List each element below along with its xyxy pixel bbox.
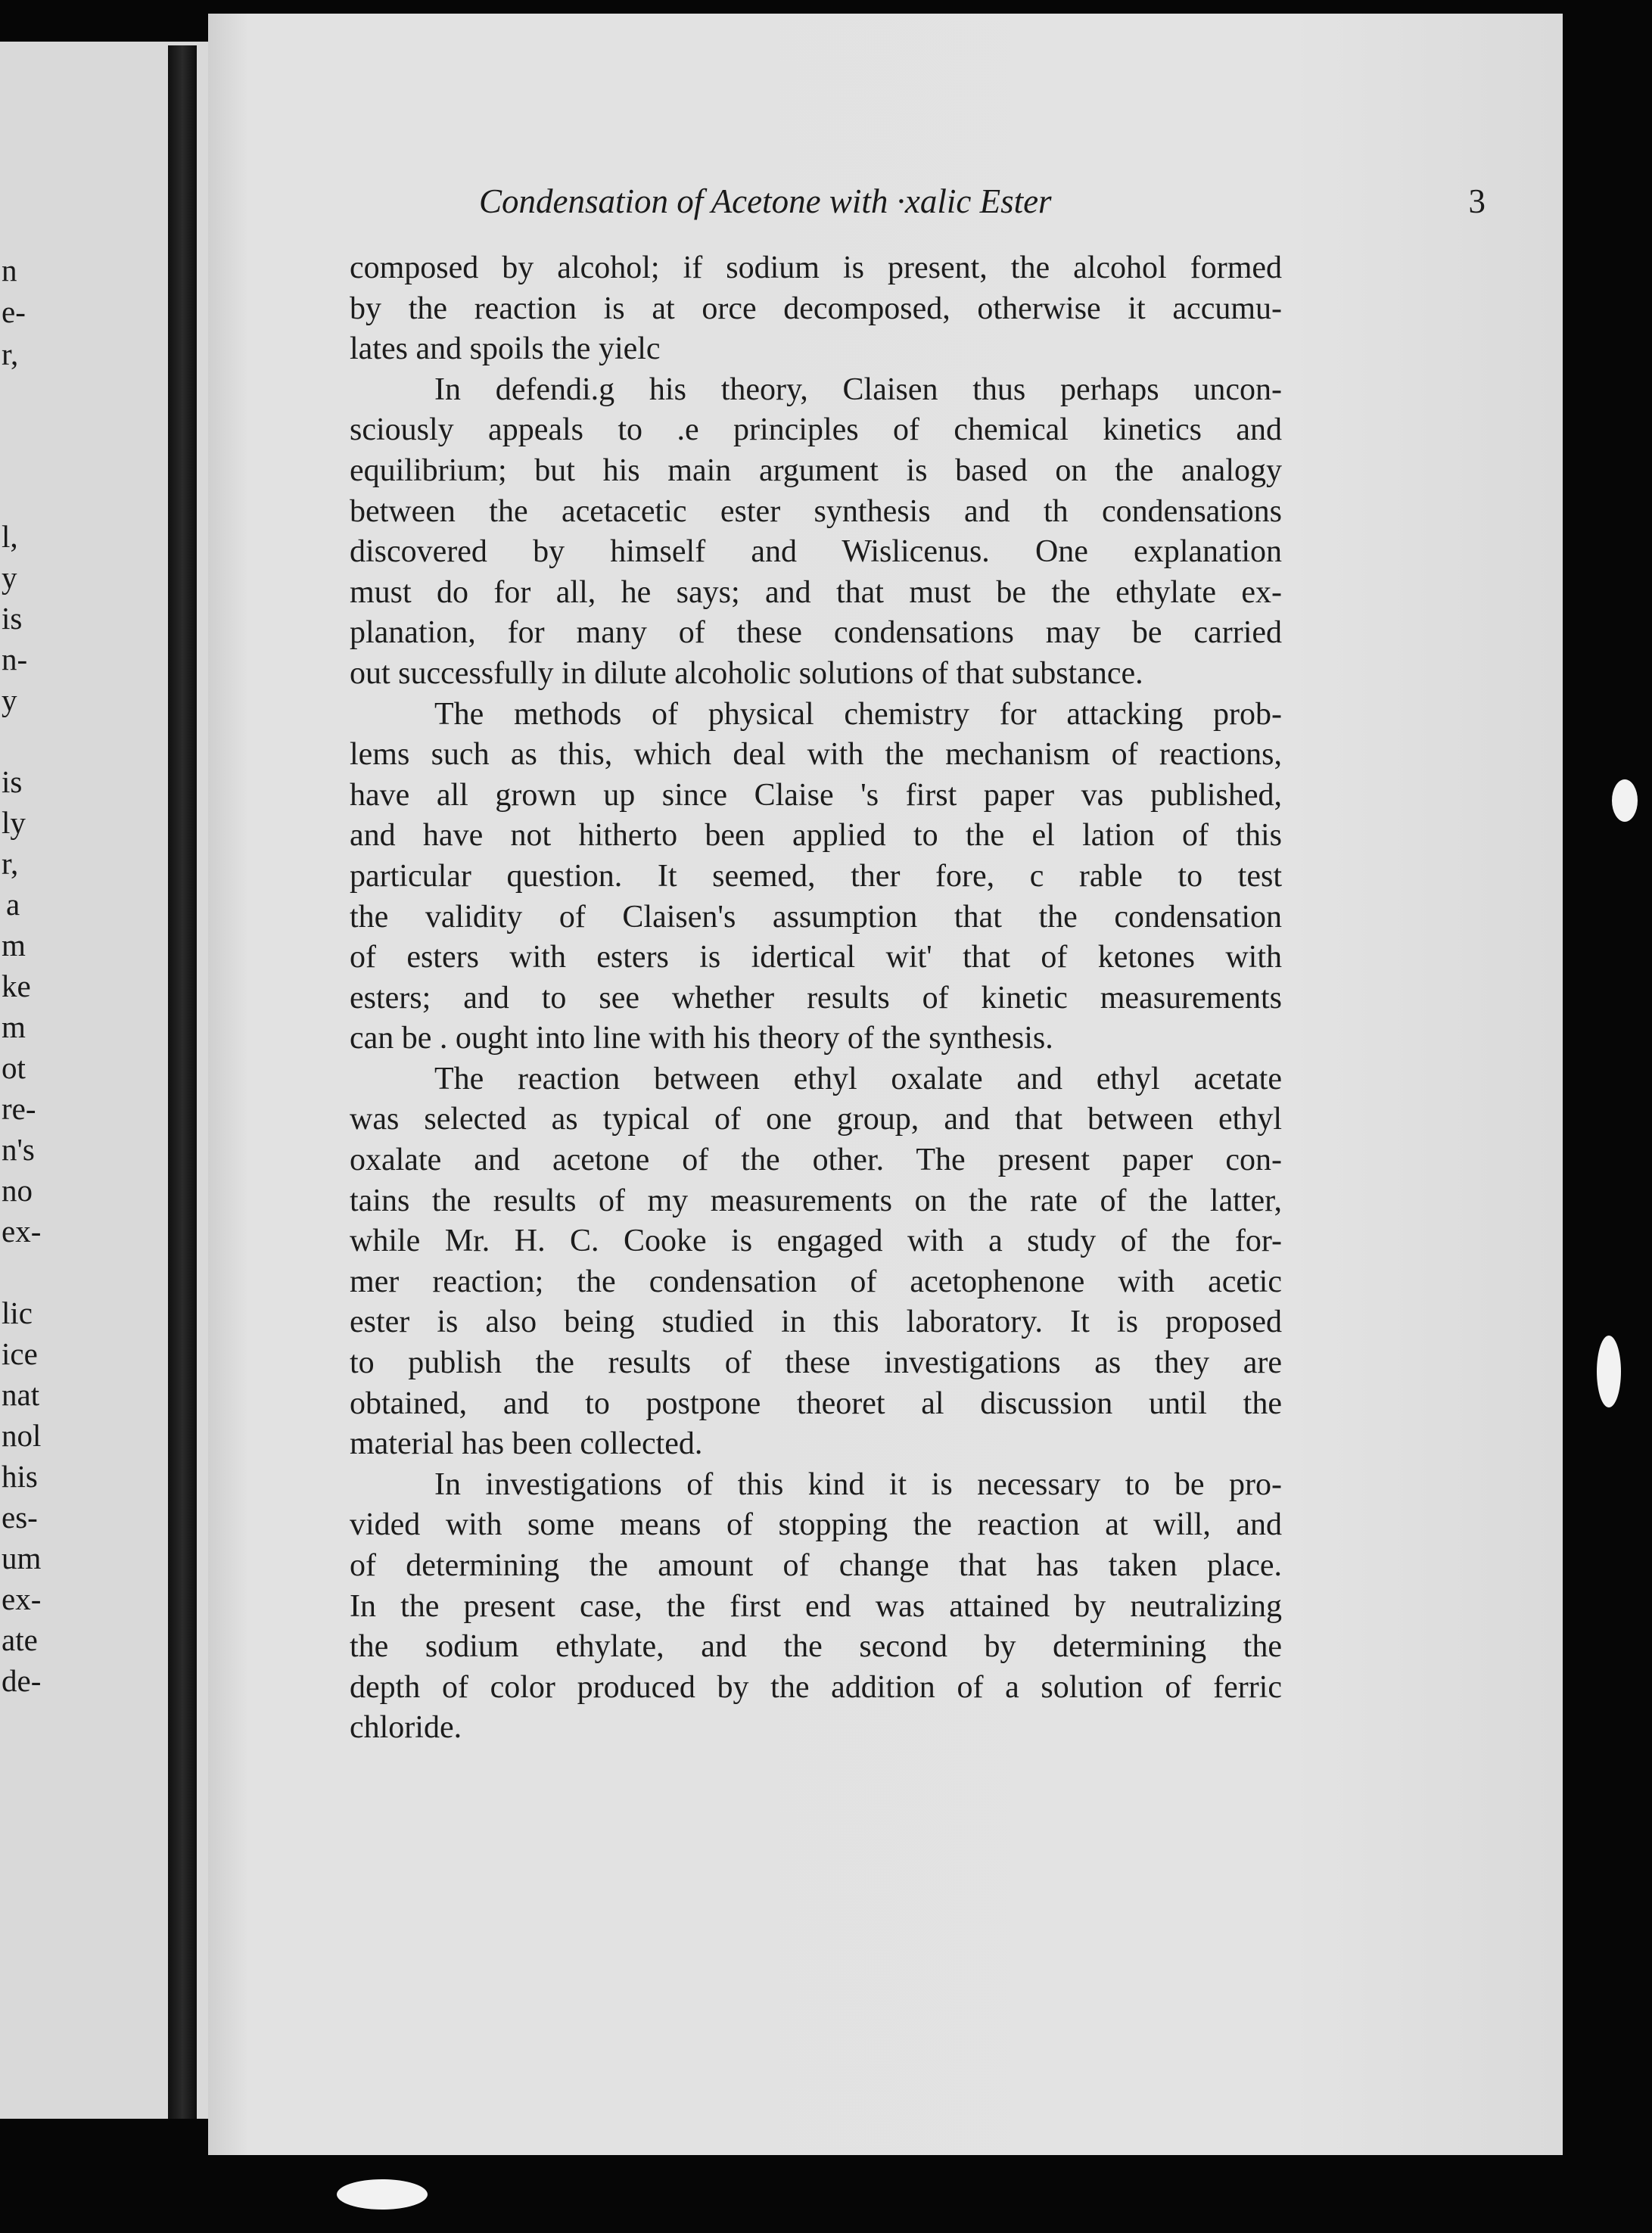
text-line: have all grown up since Claise 's first paper vas published,: [350, 777, 1282, 813]
paper-blemish: [1597, 1336, 1621, 1407]
text-line: composed by alcohol; if sodium is present, the alcohol formed: [350, 250, 1282, 285]
text-line: can be . ought into line with his theory of the synthesis.: [350, 1021, 1053, 1056]
running-head: [479, 182, 1486, 227]
text-line: depth of color produced by the addition of a solution of ferric: [350, 1669, 1282, 1705]
left-fragment: is: [2, 601, 23, 636]
text-line: particular question. It seemed, ther fore, c rable to test: [350, 858, 1282, 894]
text-line: The methods of physical chemistry for attacking prob-: [434, 696, 1282, 732]
text-line: oxalate and acetone of the other. The present paper con-: [350, 1143, 1282, 1178]
left-fragment: y: [2, 560, 17, 595]
left-fragment: ex-: [2, 1581, 42, 1616]
text-line: material has been collected.: [350, 1426, 703, 1462]
text-line: In defendi.g his theory, Claisen thus perhaps uncon-: [434, 372, 1282, 407]
left-fragment: ate: [2, 1622, 38, 1657]
text-line: vided with some means of stopping the reaction at will, and: [350, 1507, 1282, 1543]
left-fragment: ke: [2, 969, 31, 1003]
text-line: to publish the results of these investigations as they are: [350, 1345, 1282, 1381]
left-fragment: lic: [2, 1295, 33, 1330]
text-line: between the acetacetic ester synthesis and th condensations: [350, 493, 1282, 529]
book-spine: [168, 45, 197, 2119]
text-line: equilibrium; but his main argument is based on the analogy: [350, 453, 1282, 488]
left-fragment: es-: [2, 1500, 38, 1535]
text-line: The reaction between ethyl oxalate and ethyl acetate: [434, 1061, 1282, 1096]
text-line: obtained, and to postpone theoret al discussion until the: [350, 1386, 1282, 1421]
page-number: 3: [1468, 182, 1486, 220]
running-head-title: Condensation of Acetone with ·xalic Ester: [479, 182, 1052, 220]
left-fragment: ice: [2, 1336, 38, 1371]
paper-blemish: [1612, 779, 1638, 822]
left-fragment: is: [2, 764, 23, 799]
text-line: In investigations of this kind it is necessary to be pro-: [434, 1466, 1282, 1502]
text-line: mer reaction; the condensation of acetophenone with acetic: [350, 1264, 1282, 1299]
left-fragment: nat: [2, 1377, 40, 1412]
left-fragment: um: [2, 1541, 42, 1575]
text-line: lems such as this, which deal with the mechanism of reactions,: [350, 737, 1282, 773]
left-fragment: ex-: [2, 1214, 42, 1249]
text-line: the sodium ethylate, and the second by determining the: [350, 1629, 1282, 1665]
left-fragment: r,: [2, 337, 19, 372]
left-fragment: m: [2, 928, 26, 963]
text-line: the validity of Claisen's assumption that the condensation: [350, 899, 1282, 935]
left-fragment: m: [2, 1009, 26, 1044]
text-line: must do for all, he says; and that must be the ethylate ex-: [350, 574, 1282, 610]
text-line: while Mr. H. C. Cooke is engaged with a study of the for-: [350, 1224, 1282, 1259]
left-fragment: n: [2, 253, 17, 288]
text-line: planation, for many of these condensations may be carried: [350, 615, 1282, 651]
left-fragment: ly: [2, 805, 26, 840]
paper-blemish: [337, 2179, 428, 2210]
left-fragment: y: [2, 683, 17, 717]
text-line: by the reaction is at orce decomposed, otherwise it accumu-: [350, 291, 1282, 326]
left-fragment: a: [6, 887, 20, 922]
text-line: In the present case, the first end was attained by neutralizing: [350, 1588, 1282, 1624]
left-fragment: his: [2, 1459, 38, 1494]
body-text: [350, 248, 1282, 1749]
text-line: tains the results of my measurements on the rate of the latter,: [350, 1183, 1282, 1218]
left-fragment: n-: [2, 642, 28, 676]
left-fragment: n's: [2, 1132, 35, 1167]
text-line: ester is also being studied in this laboratory. It is proposed: [350, 1305, 1282, 1340]
text-line: out successfully in dilute alcoholic solutions of that substance.: [350, 655, 1143, 691]
left-fragment: nol: [2, 1418, 42, 1453]
right-page: [208, 14, 1563, 2155]
text-line: was selected as typical of one group, and that between ethyl: [350, 1102, 1282, 1137]
left-fragment: de-: [2, 1663, 42, 1698]
left-fragment: l,: [2, 519, 18, 554]
left-fragment: no: [2, 1173, 33, 1208]
text-line: and have not hitherto been applied to the el lation of this: [350, 818, 1282, 854]
left-fragment: ot: [2, 1050, 26, 1085]
left-fragment: r,: [2, 846, 19, 881]
text-line: lates and spoils the yielc: [350, 331, 661, 367]
text-line: of esters with esters is idertical wit' that of ketones with: [350, 940, 1282, 975]
left-fragment: e-: [2, 294, 26, 329]
text-line: esters; and to see whether results of kinetic measurements: [350, 980, 1282, 1015]
text-line: of determining the amount of change that has taken place.: [350, 1548, 1282, 1583]
text-line: discovered by himself and Wislicenus. One explanation: [350, 534, 1282, 570]
text-line: sciously appeals to .e principles of chemical kinetics and: [350, 412, 1282, 448]
left-fragment: re-: [2, 1091, 36, 1126]
text-line: chloride.: [350, 1710, 462, 1746]
